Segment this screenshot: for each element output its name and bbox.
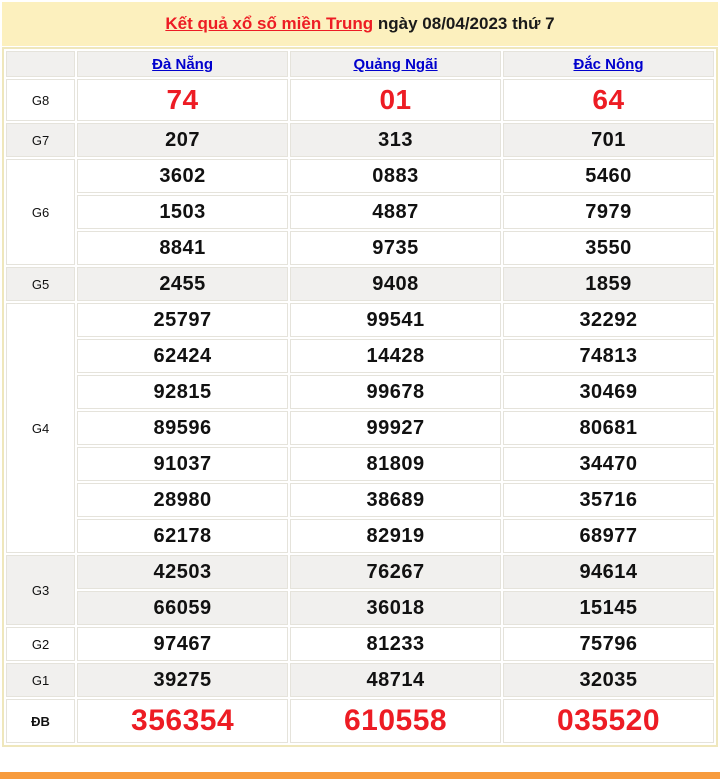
result-cell: 80681: [503, 411, 714, 445]
prize-label: G3: [6, 555, 75, 625]
result-cell: 3602: [77, 159, 288, 193]
result-cell: 62424: [77, 339, 288, 373]
prize-row: [6, 159, 714, 193]
result-cell: 01: [290, 79, 501, 121]
result-cell: 74813: [503, 339, 714, 373]
prize-row: [6, 519, 714, 553]
prize-row: [6, 627, 714, 661]
corner-cell: [6, 51, 75, 77]
result-cell: 30469: [503, 375, 714, 409]
result-cell: 035520: [503, 699, 714, 743]
result-cell: 9735: [290, 231, 501, 265]
result-cell: 15145: [503, 591, 714, 625]
result-cell: 28980: [77, 483, 288, 517]
result-cell: 81809: [290, 447, 501, 481]
result-cell: 207: [77, 123, 288, 157]
province-link-dac-nong[interactable]: Đắc Nông: [573, 55, 644, 73]
result-cell: 91037: [77, 447, 288, 481]
result-cell: 99927: [290, 411, 501, 445]
prize-row: [6, 555, 714, 589]
result-cell: 99678: [290, 375, 501, 409]
result-cell: 74: [77, 79, 288, 121]
result-cell: 1859: [503, 267, 714, 301]
result-cell: 35716: [503, 483, 714, 517]
column-header: [77, 51, 288, 77]
prize-label: ĐB: [6, 699, 75, 743]
prize-row: [6, 267, 714, 301]
prize-row: [6, 123, 714, 157]
prize-row: [6, 195, 714, 229]
result-cell: 9408: [290, 267, 501, 301]
result-cell: 4887: [290, 195, 501, 229]
prize-row: [6, 699, 714, 743]
result-cell: 66059: [77, 591, 288, 625]
result-cell: 75796: [503, 627, 714, 661]
title-bar: [2, 2, 718, 46]
prize-row: [6, 303, 714, 337]
result-cell: 0883: [290, 159, 501, 193]
result-cell: 32292: [503, 303, 714, 337]
prize-row: [6, 411, 714, 445]
prize-row: [6, 339, 714, 373]
result-cell: 42503: [77, 555, 288, 589]
result-cell: 32035: [503, 663, 714, 697]
result-cell: 34470: [503, 447, 714, 481]
prize-row: [6, 447, 714, 481]
prize-row: [6, 79, 714, 121]
result-cell: 7979: [503, 195, 714, 229]
result-cell: 701: [503, 123, 714, 157]
result-cell: 82919: [290, 519, 501, 553]
result-cell: 92815: [77, 375, 288, 409]
result-cell: 36018: [290, 591, 501, 625]
prize-row: [6, 375, 714, 409]
column-header: [503, 51, 714, 77]
prize-row: [6, 231, 714, 265]
results-body: [6, 79, 714, 743]
prize-label: G7: [6, 123, 75, 157]
result-cell: 81233: [290, 627, 501, 661]
prize-label: G6: [6, 159, 75, 265]
result-cell: 1503: [77, 195, 288, 229]
prize-row: [6, 663, 714, 697]
result-cell: 38689: [290, 483, 501, 517]
result-cell: 68977: [503, 519, 714, 553]
result-cell: 8841: [77, 231, 288, 265]
header-row: [6, 51, 714, 77]
column-header: [290, 51, 501, 77]
result-cell: 48714: [290, 663, 501, 697]
result-cell: 2455: [77, 267, 288, 301]
result-cell: 313: [290, 123, 501, 157]
prize-label: G2: [6, 627, 75, 661]
result-cell: 5460: [503, 159, 714, 193]
result-cell: 610558: [290, 699, 501, 743]
lottery-results-table: [2, 47, 718, 747]
result-cell: 99541: [290, 303, 501, 337]
result-cell: 39275: [77, 663, 288, 697]
result-cell: 3550: [503, 231, 714, 265]
title-link[interactable]: Kết quả xổ số miền Trung: [165, 14, 374, 33]
province-link-da-nang[interactable]: Đà Nẵng: [152, 55, 213, 73]
result-cell: 25797: [77, 303, 288, 337]
result-cell: 356354: [77, 699, 288, 743]
prize-row: [6, 483, 714, 517]
prize-label: G4: [6, 303, 75, 553]
result-cell: 14428: [290, 339, 501, 373]
prize-row: [6, 591, 714, 625]
prize-label: G1: [6, 663, 75, 697]
province-link-quang-ngai[interactable]: Quảng Ngãi: [353, 55, 438, 73]
result-cell: 62178: [77, 519, 288, 553]
bottom-orange-bar: [0, 772, 720, 779]
prize-label: G8: [6, 79, 75, 121]
result-cell: 89596: [77, 411, 288, 445]
result-cell: 94614: [503, 555, 714, 589]
result-cell: 97467: [77, 627, 288, 661]
result-cell: 64: [503, 79, 714, 121]
prize-label: G5: [6, 267, 75, 301]
title-date: ngày 08/04/2023 thứ 7: [373, 14, 555, 33]
result-cell: 76267: [290, 555, 501, 589]
